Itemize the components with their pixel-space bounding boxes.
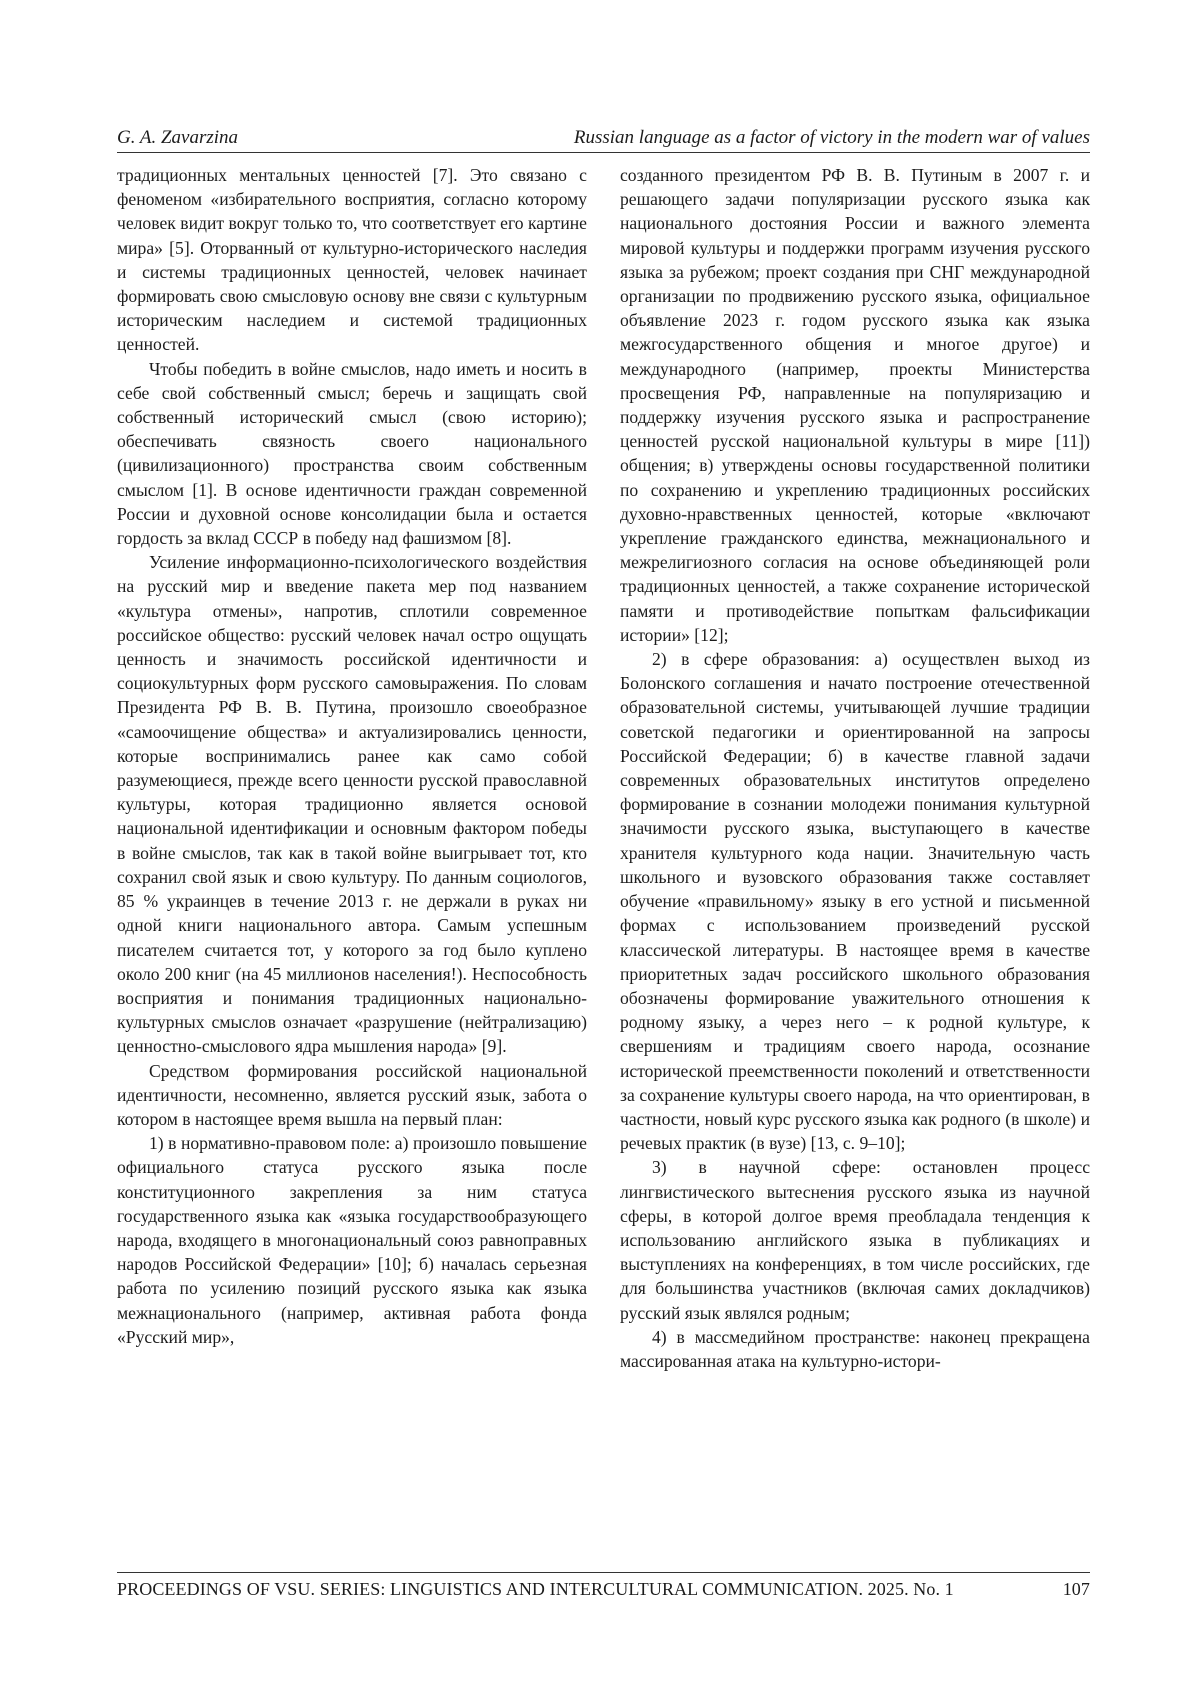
journal-title: PROCEEDINGS OF VSU. SERIES: LINGUISTICS AND INTERCULTURAL COMMUNICATION. 2025. No. 1 — [117, 1578, 954, 1600]
paragraph: 4) в массмедийном пространстве: наконец прекращена массированная атака на культурно-истори- — [620, 1325, 1090, 1373]
paragraph: 3) в научной сфере: остановлен процесс лингвистического вытеснения русского языка из научной сферы, в которой долгое время преобладала тенденция к использованию английского языка в публикациях и выступлениях на конференциях, в том числе российских, где для большинства участников (включая самих докладчиков) русский язык являлся родным; — [620, 1155, 1090, 1324]
right-column — [620, 163, 1090, 1373]
running-head — [117, 127, 1090, 149]
paragraph: Усиление информационно-психологического воздействия на русский мир и введение пакета мер под названием «культура отмены», напротив, сплотили современное российское общество: русский человек начал остро ощущать ценность и значимость российской идентичности и социокультурных форм русского самовыражения. По словам Президента РФ В. В. Путина, произошло своеобразное «самоочищение общества» и актуализировались ценности, которые воспринимались ранее как само собой разумеющиеся, прежде всего ценности русской православной культуры, которая традиционно является основой национальной идентификации и основным фактором победы в войне смыслов, так как в такой войне выигрывает тот, кто сохранил свой язык и свою культуру. По данным социологов, 85 % украинцев в течение 2013 г. не держали в руках ни одной книги национального автора. Самым успешным писателем считается тот, у которого за год было куплено около 200 книг (на 45 миллионов населения!). Неспособность восприятия и понимания традиционных национально-культурных смыслов означает «разрушение (нейтрализацию) ценностно-смыслового ядра мышления народа» [9]. — [117, 550, 587, 1058]
page-number: 107 — [1063, 1578, 1090, 1600]
header-rule — [117, 152, 1090, 153]
paragraph: Средством формирования российской национальной идентичности, несомненно, является русский язык, забота о котором в настоящее время вышла на первый план: — [117, 1059, 587, 1132]
paragraph: Чтобы победить в войне смыслов, надо иметь и носить в себе свой собственный смысл; беречь и защищать свой собственный исторический смысл (свою историю); обеспечивать связность своего национального (цивилизационного) пространства своим собственным смыслом [1]. В основе идентичности граждан современной России и духовной основе консолидации была и остается гордость за вклад СССР в победу над фашизмом [8]. — [117, 357, 587, 551]
paragraph: традиционных ментальных ценностей [7]. Это связано с феноменом «избирательного восприятия, согласно которому человек видит вокруг только то, что соответствует его картине мира» [5]. Оторванный от культурно-исторического наследия и системы традиционных ценностей, человек начинает формировать свою смысловую основу вне связи с культурным историческим наследием и системой традиционных ценностей. — [117, 163, 587, 357]
paragraph: созданного президентом РФ В. В. Путиным в 2007 г. и решающего задачи популяризации русского языка как национального достояния России и важного элемента мировой культуры и поддержки программ изучения русского языка за рубежом; проект создания при СНГ международной организации по продвижению русского языка, официальное объявление 2023 г. годом русского языка как языка межгосударственного общения и многое другое) и международного (например, проекты Министерства просвещения РФ, направленные на популяризацию и поддержку изучения русского языка и распространение ценностей русской национальной культуры в мире [11]) общения; в) утверждены основы государственной политики по сохранению и укреплению традиционных российских духовно-нравственных ценностей, которые «включают укрепление гражданского единства, межнационального и межрелигиозного согласия на основе объединяющей роли традиционных ценностей, а также сохранение исторической памяти и противодействие попыткам фальсификации истории» [12]; — [620, 163, 1090, 647]
left-column — [117, 163, 587, 1349]
page-footer — [117, 1578, 1090, 1600]
header-title: Russian language as a factor of victory in the modern war of values — [574, 127, 1090, 149]
paragraph: 1) в нормативно-правовом поле: а) произошло повышение официального статуса русского языка после конституционного закрепления за ним статуса государственного языка как «языка государствообразующего народа, входящего в многонациональный союз равноправных народов Российской Федерации» [10]; б) началась серьезная работа по усилению позиций русского языка как языка межнационального (например, активная работа фонда «Русский мир», — [117, 1131, 587, 1349]
header-author: G. A. Zavarzina — [117, 127, 238, 149]
paragraph: 2) в сфере образования: а) осуществлен выход из Болонского соглашения и начато построение отечественной образовательной системы, учитывающей лучшие традиции советской педагогики и ориентированной на запросы Российской Федерации; б) в качестве главной задачи современных образовательных институтов определено формирование в сознании молодежи понимания культурной значимости русского языка, выступающего в качестве хранителя культурного кода нации. Значительную часть школьного и вузовского образования также составляет обучение «правильному» языку в его устной и письменной формах с использованием произведений русской классической литературы. В настоящее время в качестве приоритетных задач российского школьного образования обозначены формирование уважительного отношения к родному языку, а через него – к родной культуре, к свершениям и традициям своего народа, осознание исторической преемственности поколений и ответственности за сохранение культуры своего народа, на что ориентирован, в частности, новый курс русского языка как родного (в школе) и речевых практик (в вузе) [13, с. 9–10]; — [620, 647, 1090, 1155]
footer-rule — [117, 1572, 1090, 1573]
